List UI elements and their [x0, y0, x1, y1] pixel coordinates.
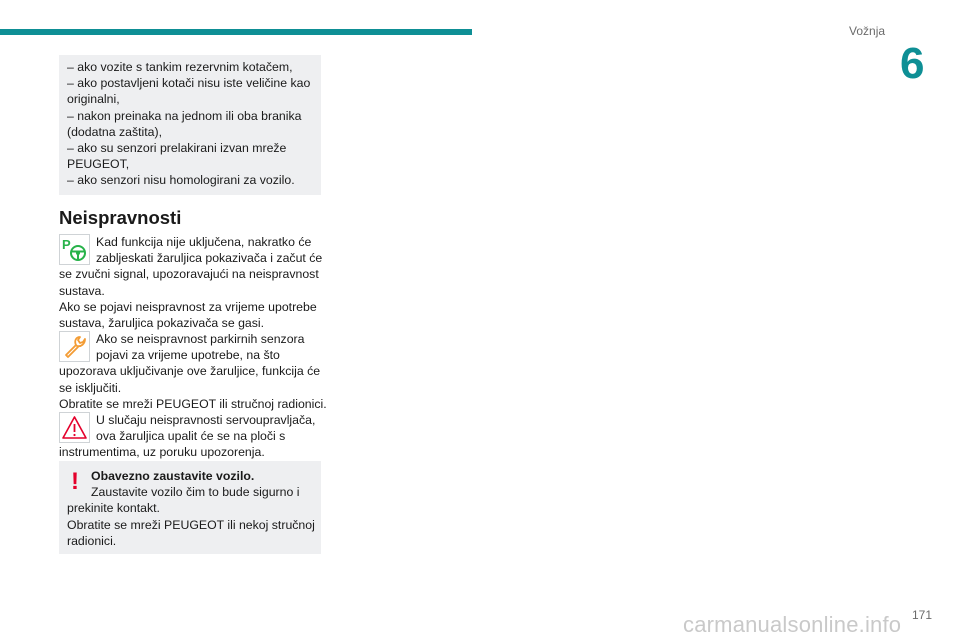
conditions-line: originalni,: [67, 92, 120, 107]
warning-line: Zaustavite vozilo čim to bude sigurno i: [91, 485, 300, 500]
watermark: carmanualsonline.info: [683, 612, 902, 637]
paragraph-line: zabljeskati žaruljica pokazivača i začut će: [96, 251, 323, 266]
conditions-line: – ako vozite s tankim rezervnim kotačem,: [67, 60, 293, 74]
conditions-box: [59, 55, 321, 195]
paragraph-line: sustava, žaruljica pokazivača se gasi.: [59, 316, 265, 331]
conditions-line: – ako postavljeni kotači nisu iste veličine kao: [67, 76, 311, 91]
chapter-number: 6: [900, 39, 925, 88]
malfunction-paragraph-2: [59, 331, 329, 412]
paragraph-line: instrumentima, uz poruku upozorenja.: [59, 445, 265, 460]
exclamation-icon: !: [71, 468, 79, 495]
malfunction-paragraph-3: [59, 412, 329, 461]
conditions-line: – ako su senzori prelakirani izvan mreže: [67, 141, 287, 156]
paragraph-line: Obratite se mreži PEUGEOT ili stručnoj radionici.: [59, 396, 327, 411]
conditions-line: (dodatna zaštita),: [67, 124, 163, 139]
paragraph-line: se zvučni signal, upozoravajući na neispravnost: [59, 267, 319, 282]
section-title: Vožnja: [849, 24, 886, 38]
paragraph-line: se isključiti.: [59, 380, 122, 395]
warning-title: Obavezno zaustavite vozilo.: [91, 469, 255, 483]
paragraph-line: upozorava uključivanje ove žaruljice, funkcija će: [59, 364, 321, 379]
conditions-line: PEUGEOT,: [67, 157, 130, 172]
warning-line: radionici.: [67, 533, 117, 548]
paragraph-line: Ako se pojavi neispravnost za vrijeme upotrebe: [59, 299, 317, 314]
section-heading: Neispravnosti: [59, 207, 182, 228]
paragraph-line: Kad funkcija nije uključena, nakratko će: [96, 235, 312, 249]
page-number: 171: [912, 608, 933, 622]
warning-line: prekinite kontakt.: [67, 501, 160, 516]
header-accent-bar: [0, 29, 472, 35]
warning-line: Obratite se mreži PEUGEOT ili nekoj stručnoj: [67, 517, 315, 532]
warning-box: [59, 461, 321, 554]
svg-text:P: P: [62, 237, 71, 252]
paragraph-line: ova žaruljica upalit će se na ploči s: [96, 429, 286, 444]
paragraph-line: pojavi za vrijeme upotrebe, na što: [96, 348, 280, 363]
conditions-line: – ako senzori nisu homologirani za vozilo.: [67, 173, 295, 188]
paragraph-line: U slučaju neispravnosti servoupravljača,: [96, 413, 316, 427]
paragraph-line: sustava.: [59, 283, 105, 298]
conditions-line: – nakon preinaka na jednom ili oba branika: [67, 108, 302, 123]
paragraph-line: Ako se neispravnost parkirnih senzora: [96, 332, 305, 346]
malfunction-paragraph-1: [59, 234, 329, 331]
